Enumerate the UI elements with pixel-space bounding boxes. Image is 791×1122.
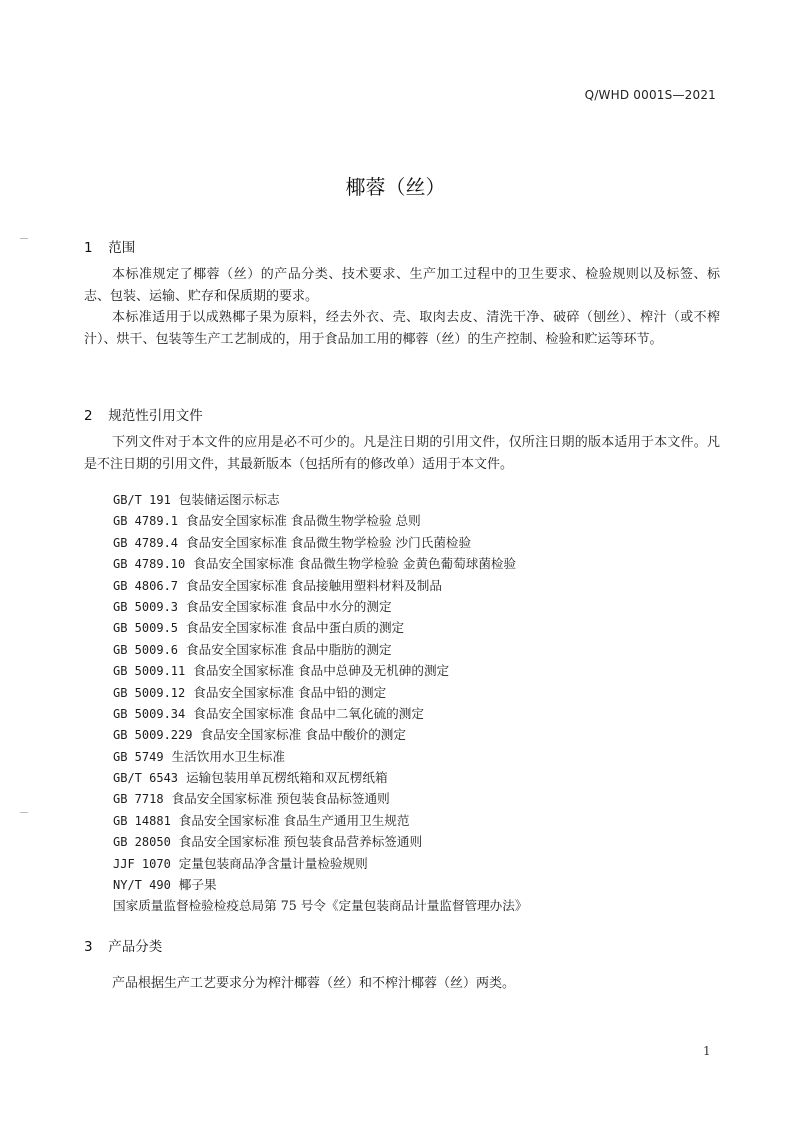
reference-item xyxy=(113,575,527,596)
reference-title: 食品安全国家标准 食品中水分的测定 xyxy=(186,598,392,614)
reference-title: 食品安全国家标准 食品中铅的测定 xyxy=(193,684,387,700)
reference-item xyxy=(113,660,527,681)
reference-item xyxy=(113,596,527,617)
reference-list xyxy=(113,489,527,917)
reference-code: GB 5009.5 xyxy=(113,621,179,636)
reference-item xyxy=(113,895,527,916)
reference-title: 食品安全国家标准 食品中二氧化硫的测定 xyxy=(193,705,424,721)
reference-code: GB 5009.6 xyxy=(113,642,179,657)
scan-mark xyxy=(20,812,28,813)
section-number: 2 xyxy=(84,408,93,424)
reference-code: GB 28050 xyxy=(113,835,171,850)
reference-item xyxy=(113,831,527,852)
reference-code: GB 4789.4 xyxy=(113,535,179,550)
reference-title: 食品安全国家标准 食品接触用塑料材料及制品 xyxy=(186,577,442,593)
reference-item xyxy=(113,639,527,660)
section-1-heading xyxy=(84,236,135,256)
reference-code: GB 5009.11 xyxy=(113,664,186,679)
reference-item xyxy=(113,853,527,874)
section-1-paragraph-2: 本标准适用于以成熟椰子果为原料，经去外衣、壳、取肉去皮、清洗干净、破碎（刨丝）、榨汁（或不榨汁）、烘干、包装等生产工艺制成的，用于食品加工用的椰蓉（丝）的生产控制、检验和贮运等环节。 xyxy=(84,310,720,347)
section-number: 1 xyxy=(84,240,93,256)
reference-item xyxy=(113,532,527,553)
reference-code: GB 4789.10 xyxy=(113,557,186,572)
reference-title: 食品安全国家标准 食品中蛋白质的测定 xyxy=(186,620,405,636)
reference-title: 生活饮用水卫生标准 xyxy=(171,748,285,764)
reference-item xyxy=(113,489,527,510)
reference-title: 食品安全国家标准 食品微生物学检验 金黄色葡萄球菌检验 xyxy=(193,556,517,572)
reference-title: 椰子果 xyxy=(178,877,217,893)
scan-mark xyxy=(20,238,28,239)
reference-title: 食品安全国家标准 预包装食品营养标签通则 xyxy=(178,834,423,850)
reference-item xyxy=(113,874,527,895)
reference-code: GB 5749 xyxy=(113,749,164,764)
reference-item xyxy=(113,617,527,638)
section-2-paragraph-1: 下列文件对于本文件的应用是必不可少的。凡是注日期的引用文件，仅所注日期的版本适用于本文件。凡是不注日期的引用文件，其最新版本（包括所有的修改单）适用于本文件。 xyxy=(84,435,720,472)
reference-code: GB/T 6543 xyxy=(113,771,179,786)
page-number: 1 xyxy=(703,1044,711,1058)
reference-code: GB 14881 xyxy=(113,813,171,828)
section-3-paragraph-1: 产品根据生产工艺要求分为榨汁椰蓉（丝）和不榨汁椰蓉（丝）两类。 xyxy=(112,976,516,991)
reference-code: JJF 1070 xyxy=(113,856,171,871)
reference-code: GB 7718 xyxy=(113,792,164,807)
reference-code: GB/T 191 xyxy=(113,493,171,507)
reference-title: 包装储运图示标志 xyxy=(178,492,280,507)
reference-code: GB 4789.1 xyxy=(113,514,179,529)
reference-title: 食品安全国家标准 食品中脂肪的测定 xyxy=(186,641,392,657)
reference-code: GB 5009.12 xyxy=(113,685,186,700)
section-title: 范围 xyxy=(108,240,136,256)
reference-item xyxy=(113,788,527,809)
section-1-paragraph-1: 本标准规定了椰蓉（丝）的产品分类、技术要求、生产加工过程中的卫生要求、检验规则以及标签、标志、包装、运输、贮存和保质期的要求。 xyxy=(84,267,720,304)
reference-title: 食品安全国家标准 食品微生物学检验 总则 xyxy=(186,513,421,529)
reference-item xyxy=(113,510,527,531)
document-code: Q/WHD 0001S—2021 xyxy=(584,88,716,102)
reference-title: 食品安全国家标准 预包装食品标签通则 xyxy=(171,791,390,807)
reference-title: 食品安全国家标准 食品中总砷及无机砷的测定 xyxy=(193,663,450,679)
reference-item xyxy=(113,767,527,788)
reference-title: 定量包装商品净含量计量检验规则 xyxy=(178,855,368,871)
reference-title: 食品安全国家标准 食品微生物学检验 沙门氏菌检验 xyxy=(186,534,472,550)
reference-title: 食品安全国家标准 食品生产通用卫生规范 xyxy=(178,812,410,828)
section-3-heading xyxy=(84,935,162,955)
reference-item xyxy=(113,553,527,574)
reference-title: 运输包装用单瓦楞纸箱和双瓦楞纸箱 xyxy=(186,770,388,786)
section-title: 产品分类 xyxy=(108,939,163,955)
document-title: 椰蓉（丝） xyxy=(345,175,446,199)
reference-title: 食品安全国家标准 食品中酸价的测定 xyxy=(200,727,406,743)
reference-item xyxy=(113,682,527,703)
reference-code: GB 4806.7 xyxy=(113,578,179,593)
section-2-heading xyxy=(84,404,203,424)
reference-code: GB 5009.229 xyxy=(113,728,193,743)
section-title: 规范性引用文件 xyxy=(108,408,203,424)
reference-item xyxy=(113,810,527,831)
reference-item xyxy=(113,724,527,745)
reference-title: 国家质量监督检验检疫总局第 75 号令《定量包装商品计量监督管理办法》 xyxy=(113,898,528,914)
reference-item xyxy=(113,746,527,767)
reference-code: GB 5009.34 xyxy=(113,706,186,721)
reference-item xyxy=(113,703,527,724)
reference-code: NY/T 490 xyxy=(113,878,171,893)
section-number: 3 xyxy=(84,939,93,955)
reference-code: GB 5009.3 xyxy=(113,599,179,614)
